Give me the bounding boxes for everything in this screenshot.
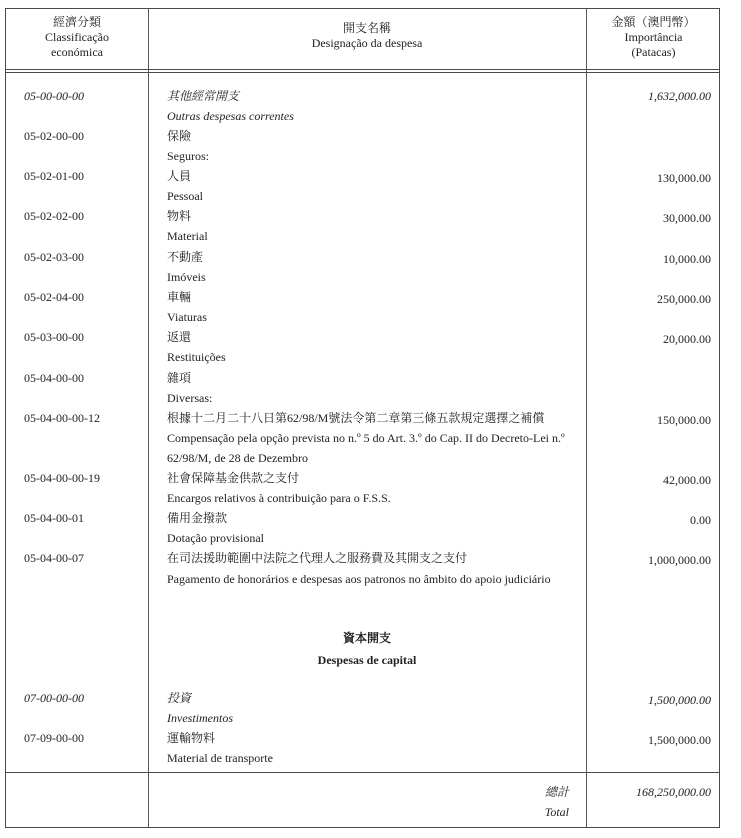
total-amount: 168,250,000.00 [636, 785, 711, 799]
row-code: 05-04-00-07 [24, 551, 84, 565]
row-desc-zh: 不動產 [167, 250, 204, 264]
row-desc-zh: 社會保障基金供款之支付 [167, 471, 300, 485]
row-desc-pt: Pessoal [167, 189, 203, 203]
row-code: 05-04-00-00-12 [24, 411, 100, 425]
designation-zh: 開支名稱 [342, 21, 391, 35]
row-code: 05-04-00-01 [24, 511, 84, 525]
total-label-zh: 總計 [544, 785, 569, 799]
row-desc-zh: 備用金撥款 [167, 511, 228, 525]
row-code: 07-00-00-00 [24, 691, 84, 705]
row-code: 05-00-00-00 [24, 89, 84, 103]
budget-table [5, 8, 720, 828]
row-amount: 1,632,000.00 [648, 89, 711, 103]
designation-header [148, 21, 586, 51]
total-divider [6, 772, 719, 773]
row-desc-zh: 雜項 [167, 371, 192, 385]
row-amount: 130,000.00 [657, 171, 711, 185]
row-amount: 150,000.00 [657, 413, 711, 427]
row-desc-pt: Diversas: [167, 391, 213, 405]
capital-title-zh: 資本開支 [342, 631, 391, 645]
column-divider [586, 9, 587, 827]
row-desc-zh: 其他經常開支 [167, 89, 240, 103]
amount-pt1: Importância [624, 30, 683, 44]
row-code: 05-02-00-00 [24, 129, 84, 143]
amount-header [586, 15, 721, 60]
amount-zh: 金額（澳門幣） [611, 15, 696, 29]
row-desc-zh: 車輛 [167, 290, 192, 304]
column-divider [148, 9, 149, 827]
row-desc-pt: Seguros: [167, 149, 209, 163]
row-amount: 20,000.00 [663, 332, 711, 346]
row-desc-pt: Material de transporte [167, 751, 273, 765]
row-desc-pt: Pagamento de honorários e despesas aos patronos no âmbito do apoio judiciário [167, 572, 551, 586]
row-amount: 42,000.00 [663, 473, 711, 487]
row-amount: 1,500,000.00 [648, 733, 711, 747]
amount-pt2: (Patacas) [631, 45, 676, 59]
row-desc-zh: 運輸物料 [167, 731, 216, 745]
classification-zh: 經濟分類 [52, 15, 101, 29]
row-desc-zh: 投資 [167, 691, 192, 705]
row-desc-pt: Compensação pela opção prevista no n.º 5 do Art. 3.º do Cap. II do Decreto-Lei n.º 62/98/M, de 28 de Dezembro [167, 431, 565, 465]
row-code: 05-03-00-00 [24, 330, 84, 344]
row-code: 05-04-00-00-19 [24, 471, 100, 485]
row-desc-zh: 物料 [167, 209, 192, 223]
header-divider [6, 69, 719, 70]
total-label-pt: Total [544, 805, 569, 819]
capital-title-pt: Despesas de capital [317, 653, 417, 667]
classification-pt1: Classificação [45, 30, 109, 44]
row-amount: 30,000.00 [663, 211, 711, 225]
row-desc-zh: 人員 [167, 169, 192, 183]
row-desc-zh: 根據十二月二十八日第62/98/M號法令第二章第三條五款規定選擇之補償 [167, 411, 545, 425]
row-code: 05-04-00-00 [24, 371, 84, 385]
row-desc-pt: Outras despesas correntes [167, 109, 294, 123]
row-desc-zh: 在司法援助範圍中法院之代理人之服務費及其開支之支付 [167, 551, 468, 565]
row-code: 05-02-02-00 [24, 209, 84, 223]
row-code: 05-02-01-00 [24, 169, 84, 183]
row-desc-zh: 保險 [167, 129, 192, 143]
row-desc-pt: Encargos relativos à contribuição para o F.S.S. [167, 491, 391, 505]
row-amount: 1,000,000.00 [648, 553, 711, 567]
row-code: 05-02-04-00 [24, 290, 84, 304]
row-desc-pt: Investimentos [167, 711, 233, 725]
classification-header [6, 15, 148, 60]
row-code: 05-02-03-00 [24, 250, 84, 264]
classification-pt2: económica [51, 45, 103, 59]
row-desc-pt: Restituições [167, 350, 226, 364]
row-desc-pt: Imóveis [167, 270, 206, 284]
row-desc-pt: Dotação provisional [167, 531, 264, 545]
designation-pt: Designação da despesa [311, 36, 423, 50]
row-amount: 1,500,000.00 [648, 693, 711, 707]
row-desc-pt: Material [167, 229, 208, 243]
row-code: 07-09-00-00 [24, 731, 84, 745]
row-amount: 250,000.00 [657, 292, 711, 306]
row-desc-zh: 返還 [167, 330, 192, 344]
row-amount: 10,000.00 [663, 252, 711, 266]
row-amount: 0.00 [690, 513, 711, 527]
header-divider [6, 72, 719, 73]
row-desc-pt: Viaturas [167, 310, 207, 324]
